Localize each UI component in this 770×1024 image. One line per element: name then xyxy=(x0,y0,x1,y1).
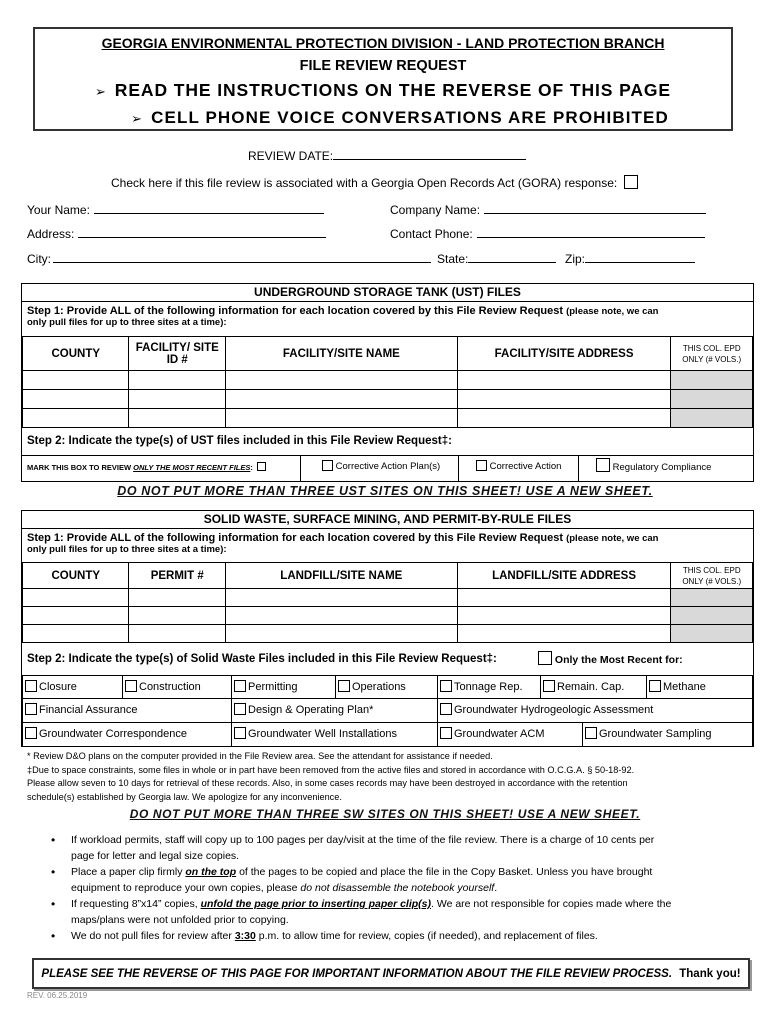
tonnage-checkbox[interactable] xyxy=(440,680,452,692)
arrow-bullet-icon: ➢ xyxy=(131,111,144,126)
table-cell[interactable] xyxy=(225,625,457,643)
notice-cell-phones-text: CELL PHONE VOICE CONVERSATIONS ARE PROHIBITED xyxy=(151,108,669,127)
operations-option xyxy=(335,675,438,699)
corrective-action-plan-checkbox[interactable] xyxy=(322,460,333,471)
ust-step1-note: (please note, we can xyxy=(566,306,659,317)
table-row xyxy=(23,589,753,607)
remaining-capacity-checkbox[interactable] xyxy=(543,680,555,692)
table-cell[interactable] xyxy=(23,589,129,607)
company-name-row xyxy=(390,201,706,217)
bullet-text-part: Place a paper clip firmly xyxy=(71,866,183,878)
tonnage-option xyxy=(437,675,541,699)
sw-step1-line2: only pull files for up to three sites at a time): xyxy=(27,544,227,555)
ust-site-table xyxy=(22,336,753,428)
city-field[interactable] xyxy=(53,250,431,263)
notice-cell-phones xyxy=(35,108,731,128)
table-cell[interactable] xyxy=(457,607,671,625)
table-cell[interactable] xyxy=(129,390,226,409)
table-cell[interactable] xyxy=(457,625,671,643)
notice-instructions-text: READ THE INSTRUCTIONS ON THE REVERSE OF THIS PAGE xyxy=(114,80,671,100)
note-line: Please allow seven to 10 days for retrieval of these records. Also, in some cases records may have been destroyed in accordance with the retention xyxy=(27,778,628,789)
bullet-text: page for letter and legal size copies. xyxy=(71,850,240,862)
option-label: Financial Assurance xyxy=(39,704,138,716)
sw-notes xyxy=(27,750,747,804)
regulatory-compliance-checkbox[interactable] xyxy=(596,458,610,472)
ust-step1-text: Step 1: Provide ALL of the following information for each location covered by this File Review Request xyxy=(27,305,564,317)
epd-cell xyxy=(671,390,753,409)
bullet-text-part: If requesting 8”x14” copies, xyxy=(71,898,198,910)
sw-most-recent-checkbox[interactable] xyxy=(538,651,552,665)
divider xyxy=(578,455,579,481)
ust-option-cap xyxy=(322,460,440,472)
gw-sampling-option xyxy=(582,722,753,747)
arrow-bullet-icon: ➢ xyxy=(95,84,107,99)
city-label: City: xyxy=(27,252,51,266)
state-row xyxy=(437,250,556,266)
sw-site-table xyxy=(22,562,753,643)
option-label: Methane xyxy=(663,681,706,693)
company-name-label: Company Name: xyxy=(390,203,481,217)
gw-acm-checkbox[interactable] xyxy=(440,727,452,739)
contact-phone-label: Contact Phone: xyxy=(390,227,473,241)
divider xyxy=(458,455,459,481)
ust-option-label: Corrective Action Plan(s) xyxy=(335,461,441,472)
table-cell[interactable] xyxy=(23,625,129,643)
address-field[interactable] xyxy=(78,225,326,238)
notice-instructions xyxy=(35,80,731,101)
bullet-text: • If workload permits, staff will copy up to 100 pages per day/visit at the time of the file review. There is a charge of 10 cents per xyxy=(71,834,655,846)
financial-assurance-checkbox[interactable] xyxy=(25,703,37,715)
zip-label: Zip: xyxy=(565,252,586,266)
review-date-row xyxy=(248,147,526,163)
ust-col-facility-address: FACILITY/SITE ADDRESS xyxy=(457,337,671,371)
ust-option-ca xyxy=(476,460,561,472)
table-cell[interactable] xyxy=(23,409,129,428)
table-cell[interactable] xyxy=(226,390,458,409)
epd-cell xyxy=(671,607,753,625)
option-label: Remain. Cap. xyxy=(557,681,625,693)
design-operating-checkbox[interactable] xyxy=(234,703,246,715)
hydrogeologic-checkbox[interactable] xyxy=(440,703,452,715)
revision-label: REV. 06.25.2019 xyxy=(27,991,88,1000)
your-name-label: Your Name: xyxy=(27,203,90,217)
ust-col-facility-name: FACILITY/SITE NAME xyxy=(226,337,458,371)
bullet-text-part: equipment to reproduce your own copies, please xyxy=(71,882,298,894)
bullet-text-part: . We are not responsible for copies made where the xyxy=(431,898,672,910)
closure-option xyxy=(22,675,123,699)
gw-correspondence-checkbox[interactable] xyxy=(25,727,37,739)
bullet-emphasis: do not disassemble the notebook yourself xyxy=(300,882,495,894)
sw-title: SOLID WASTE, SURFACE MINING, AND PERMIT-BY-RULE FILES xyxy=(22,511,753,529)
sw-col-site-name: LANDFILL/SITE NAME xyxy=(225,563,457,589)
list-item xyxy=(51,864,731,896)
note-line: schedule(s) established by Georgia law. We apologize for any inconvenience. xyxy=(27,791,342,802)
note-line: * Review D&O plans on the computer provided in the File Review area. See the attendant for assistance if needed. xyxy=(27,751,493,761)
epd-cell xyxy=(671,371,753,390)
bullet-emphasis: unfold the page prior to inserting paper clip(s) xyxy=(200,898,432,910)
footer-notice-box xyxy=(32,958,750,989)
table-row xyxy=(23,390,753,409)
remaining-capacity-option xyxy=(540,675,647,699)
sw-section xyxy=(21,510,754,747)
zip-row xyxy=(565,250,695,266)
hydrogeologic-option xyxy=(437,698,753,723)
bullet-text xyxy=(71,880,731,896)
most-recent-checkbox[interactable] xyxy=(257,462,266,471)
instructions-list xyxy=(51,832,731,944)
option-label: Design & Operating Plan* xyxy=(248,704,374,716)
sw-most-recent xyxy=(538,651,683,666)
option-label: Permitting xyxy=(248,681,298,693)
table-cell[interactable] xyxy=(225,607,457,625)
ust-title: UNDERGROUND STORAGE TANK (UST) FILES xyxy=(22,284,753,302)
ust-section xyxy=(21,283,754,482)
gora-checkbox[interactable] xyxy=(624,175,638,189)
table-cell[interactable] xyxy=(226,409,458,428)
sw-col-epd-only: THIS COL. EPD ONLY (# VOLS.) xyxy=(671,563,753,589)
table-cell[interactable] xyxy=(23,607,129,625)
gw-sampling-checkbox[interactable] xyxy=(585,727,597,739)
construction-checkbox[interactable] xyxy=(125,680,137,692)
table-cell[interactable] xyxy=(129,589,226,607)
bullet-text xyxy=(71,864,731,880)
most-recent-suffix: : xyxy=(250,463,253,472)
zip-field[interactable] xyxy=(585,250,695,263)
divider xyxy=(22,455,753,456)
footer-notice xyxy=(34,968,748,980)
epd-cell xyxy=(671,409,753,428)
table-cell[interactable] xyxy=(129,371,226,390)
gw-acm-option xyxy=(437,722,583,747)
your-name-row xyxy=(27,201,324,217)
option-label: Groundwater Well Installations xyxy=(248,728,397,740)
option-label: Groundwater ACM xyxy=(454,728,545,740)
financial-assurance-option xyxy=(22,698,232,723)
ust-step1 xyxy=(22,305,753,317)
ust-col-county: COUNTY xyxy=(23,337,129,371)
option-label: Groundwater Hydrogeologic Assessment xyxy=(454,704,654,716)
table-cell[interactable] xyxy=(225,589,457,607)
bullet-text xyxy=(71,928,731,944)
sw-step1-text: Step 1: Provide ALL of the following information for each location covered by this File Review Request xyxy=(27,532,564,544)
header-box xyxy=(33,27,733,131)
sw-warning: DO NOT PUT MORE THAN THREE SW SITES ON THIS SHEET! USE A NEW SHEET. xyxy=(129,807,641,821)
permitting-option xyxy=(231,675,336,699)
closure-checkbox[interactable] xyxy=(25,680,37,692)
table-row xyxy=(23,625,753,643)
design-operating-option xyxy=(231,698,438,723)
review-date-field[interactable] xyxy=(333,147,526,160)
contact-phone-row xyxy=(390,225,705,241)
sw-col-site-address: LANDFILL/SITE ADDRESS xyxy=(457,563,671,589)
contact-phone-field[interactable] xyxy=(477,225,705,238)
sw-step2: Step 2: Indicate the type(s) of Solid Waste Files included in this File Review Request‡: xyxy=(27,653,497,665)
bullet-emphasis: on the top xyxy=(185,866,237,878)
sw-col-county: COUNTY xyxy=(23,563,129,589)
ust-option-rc xyxy=(596,458,711,473)
table-cell[interactable] xyxy=(457,371,671,390)
option-label: Groundwater Sampling xyxy=(599,728,712,740)
table-cell[interactable] xyxy=(23,371,129,390)
city-row xyxy=(27,250,431,266)
list-item xyxy=(51,928,731,944)
bullet-text: maps/plans were not unfolded prior to copying. xyxy=(71,914,289,926)
construction-option xyxy=(122,675,232,699)
table-row xyxy=(23,607,753,625)
table-cell[interactable] xyxy=(129,409,226,428)
sw-step1-note: (please note, we can xyxy=(566,533,659,544)
ust-option-label: Corrective Action xyxy=(489,461,562,472)
state-label: State: xyxy=(437,252,469,266)
table-cell[interactable] xyxy=(129,625,226,643)
epd-cell xyxy=(671,589,753,607)
option-label: Closure xyxy=(39,681,77,693)
methane-option xyxy=(646,675,753,699)
option-label: Operations xyxy=(352,681,406,693)
permitting-checkbox[interactable] xyxy=(234,680,246,692)
bullet-emphasis: 3:30 xyxy=(234,930,256,942)
table-row xyxy=(23,409,753,428)
table-cell[interactable] xyxy=(457,589,671,607)
review-date-label: REVIEW DATE: xyxy=(248,149,334,163)
table-cell[interactable] xyxy=(129,607,226,625)
most-recent-emph: ONLY THE MOST RECENT FILES xyxy=(133,463,251,472)
sw-most-recent-label: Only the Most Recent for: xyxy=(554,654,683,666)
agency-title: GEORGIA ENVIRONMENTAL PROTECTION DIVISION - LAND PROTECTION BRANCH xyxy=(101,35,665,51)
divider xyxy=(300,455,301,481)
table-cell[interactable] xyxy=(226,371,458,390)
ust-most-recent-row xyxy=(27,462,266,472)
footer-thanks: Thank you! xyxy=(679,968,741,980)
ust-step1-line2: only pull files for up to three sites at a time): xyxy=(27,317,227,328)
table-cell[interactable] xyxy=(23,390,129,409)
bullet-text-part: We do not pull files for review after xyxy=(71,930,232,942)
table-row xyxy=(23,371,753,390)
form-title: FILE REVIEW REQUEST xyxy=(299,58,467,74)
ust-warning: DO NOT PUT MORE THAN THREE UST SITES ON THIS SHEET! USE A NEW SHEET. xyxy=(117,484,653,498)
bullet-text-part: of the pages to be copied and place the file in the Copy Basket. Unless you have brought xyxy=(239,866,653,878)
option-label: Tonnage Rep. xyxy=(454,681,523,693)
bullet-text-part: p.m. to allow time for review, copies (if needed), and replacement of files. xyxy=(258,930,598,942)
gw-well-option xyxy=(231,722,438,747)
most-recent-prefix: MARK THIS BOX TO REVIEW xyxy=(27,463,132,472)
list-item xyxy=(51,832,731,864)
sw-step1 xyxy=(22,532,753,544)
sw-col-permit: PERMIT # xyxy=(129,563,226,589)
table-cell[interactable] xyxy=(457,409,671,428)
corrective-action-checkbox[interactable] xyxy=(476,460,487,471)
gw-well-checkbox[interactable] xyxy=(234,727,246,739)
footer-notice-text: PLEASE SEE THE REVERSE OF THIS PAGE FOR IMPORTANT INFORMATION ABOUT THE FILE REVIEW PROCESS. xyxy=(41,968,673,980)
gw-correspondence-option xyxy=(22,722,232,747)
bullet-text xyxy=(71,896,731,912)
bullet-text-part: . xyxy=(494,882,498,894)
ust-col-epd-only: THIS COL. EPD ONLY (# VOLS.) xyxy=(671,337,753,371)
address-label: Address: xyxy=(27,227,75,241)
methane-checkbox[interactable] xyxy=(649,680,661,692)
ust-col-facility-id: FACILITY/ SITE ID # xyxy=(129,337,226,371)
epd-cell xyxy=(671,625,753,643)
table-cell[interactable] xyxy=(457,390,671,409)
ust-step2: Step 2: Indicate the type(s) of UST files included in this File Review Request‡: xyxy=(27,435,452,447)
note-line: ‡Due to space constraints, some files in whole or in part have been removed from the active files and stored in accordance with O.C.G.A. § 50-18-92. xyxy=(27,764,635,775)
company-name-field[interactable] xyxy=(484,201,706,214)
option-label: Construction xyxy=(139,681,201,693)
list-item xyxy=(51,896,731,928)
state-field[interactable] xyxy=(468,250,556,263)
gora-label: Check here if this file review is associated with a Georgia Open Records Act (GORA) response: xyxy=(111,176,618,190)
gora-row xyxy=(111,175,638,190)
ust-option-label: Regulatory Compliance xyxy=(612,462,712,473)
address-row xyxy=(27,225,326,241)
your-name-field[interactable] xyxy=(94,201,324,214)
option-label: Groundwater Correspondence xyxy=(39,728,187,740)
operations-checkbox[interactable] xyxy=(338,680,350,692)
